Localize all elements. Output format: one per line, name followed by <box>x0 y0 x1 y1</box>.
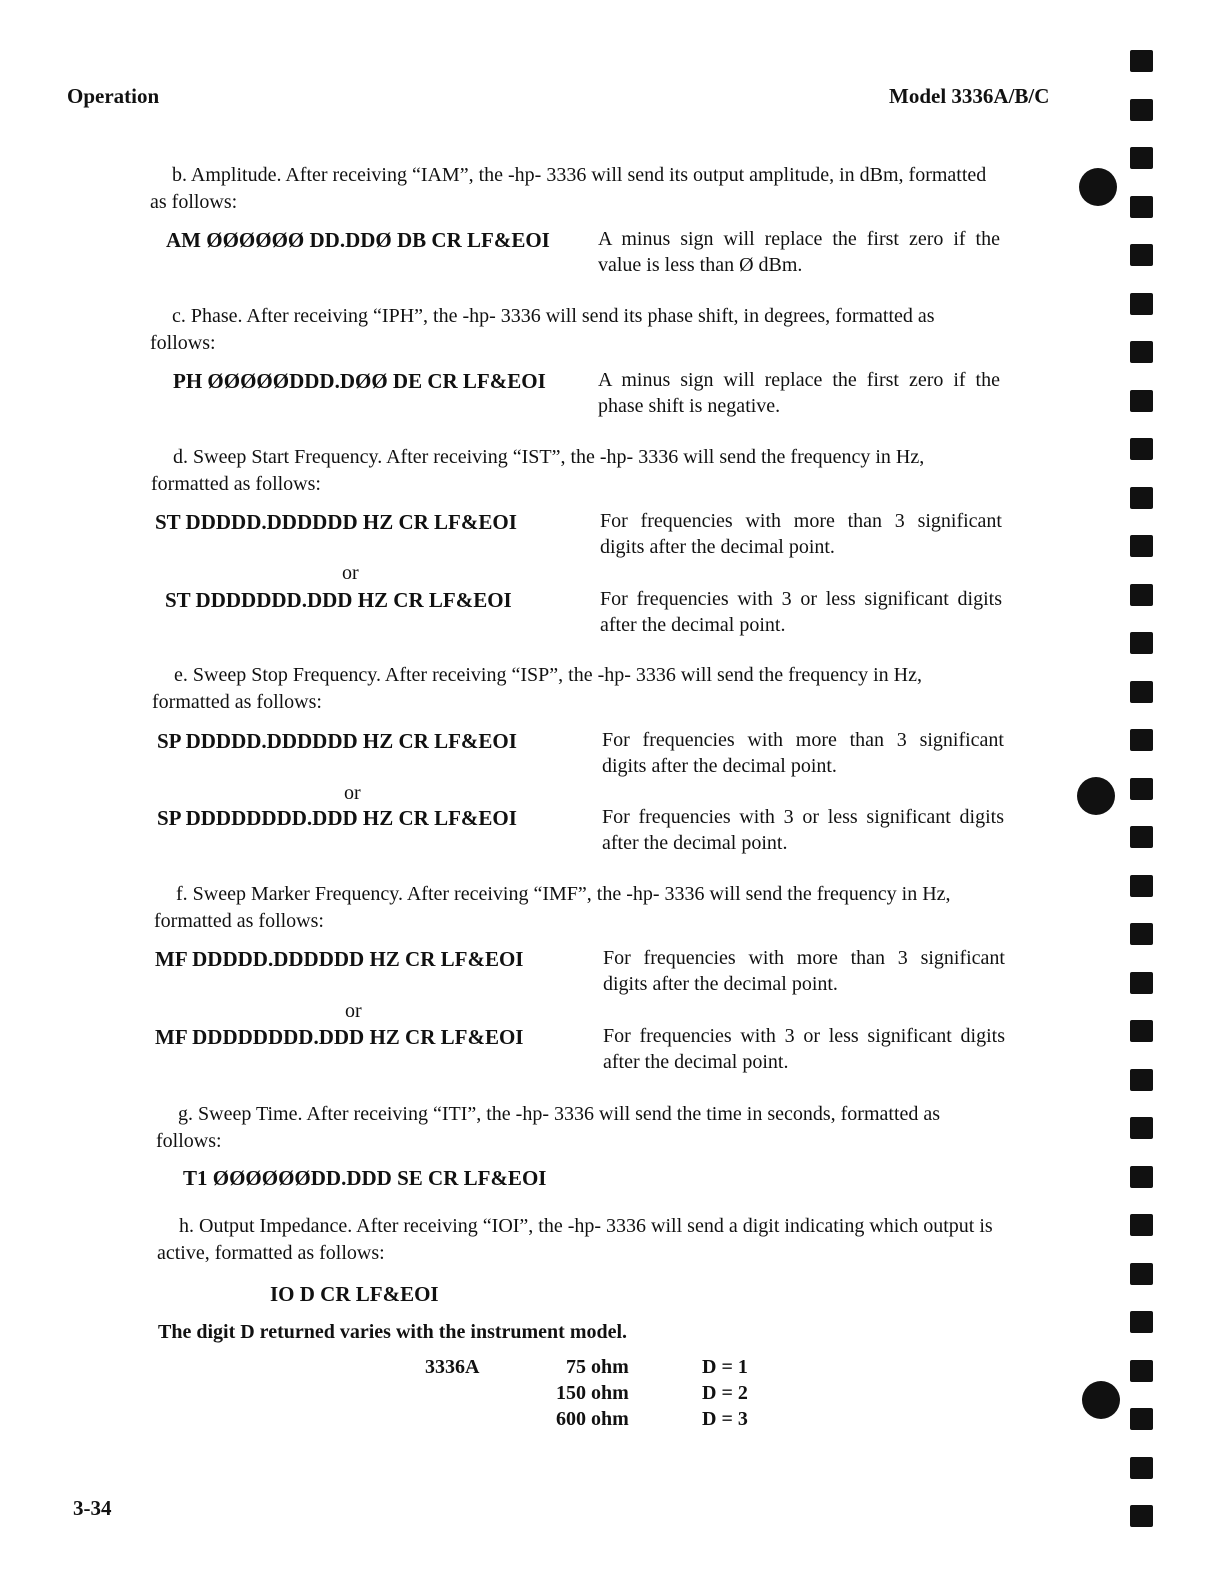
binding-square <box>1130 196 1153 218</box>
section-e-intro: e. Sweep Stop Frequency. After receiving “ISP”, the -hp- 3336 will send the frequency in Hz, formatted as follows: <box>152 664 922 713</box>
binding-square <box>1130 1408 1153 1430</box>
section-c-format: PH ØØØØØDDD.DØØ DE CR LF&EOI <box>173 369 546 393</box>
section-g-intro: g. Sweep Time. After receiving “ITI”, the -hp- 3336 will send the time in seconds, formatted as follows: <box>156 1103 941 1152</box>
binding-square <box>1130 487 1153 509</box>
section-d-or: or <box>342 562 359 584</box>
binding-square <box>1130 1069 1153 1091</box>
table-model: 3336A <box>425 1356 480 1378</box>
section-d-format-1: ST DDDDD.DDDDDD HZ CR LF&EOI <box>155 510 517 534</box>
section-e-note-1: For frequencies with more than 3 significant digits after the decimal point. <box>602 729 1004 777</box>
binding-square <box>1130 99 1153 121</box>
binding-square <box>1130 147 1153 169</box>
binding-square <box>1130 535 1153 557</box>
binding-square <box>1130 1505 1153 1527</box>
binding-square <box>1130 826 1153 848</box>
binding-hole <box>1079 168 1117 206</box>
binding-square <box>1130 1311 1153 1333</box>
binding-square <box>1130 972 1153 994</box>
section-d-note-2: For frequencies with 3 or less significant digits after the decimal point. <box>600 588 1002 636</box>
section-d-intro: d. Sweep Start Frequency. After receiving “IST”, the -hp- 3336 will send the frequency in Hz, formatted as follows: <box>151 446 925 495</box>
section-f-note-2: For frequencies with 3 or less significant digits after the decimal point. <box>603 1025 1005 1073</box>
section-g-format: T1 ØØØØØØDD.DDD SE CR LF&EOI <box>183 1166 547 1190</box>
section-e-or: or <box>344 782 361 804</box>
binding-square <box>1130 875 1153 897</box>
page-number: 3-34 <box>73 1496 112 1520</box>
table-impedance-3: 600 ohm <box>556 1408 629 1430</box>
section-f-or: or <box>345 1000 362 1022</box>
binding-square <box>1130 681 1153 703</box>
section-b-intro: b. Amplitude. After receiving “IAM”, the -hp- 3336 will send its output amplitude, in dBm, formatted as follows: <box>150 164 987 213</box>
binding-hole <box>1077 777 1115 815</box>
binding-square <box>1130 1166 1153 1188</box>
binding-square <box>1130 1457 1153 1479</box>
section-h-intro: h. Output Impedance. After receiving “IOI”, the -hp- 3336 will send a digit indicating which output is active, formatted as follows: <box>157 1215 993 1264</box>
binding-square <box>1130 1360 1153 1382</box>
table-impedance-1: 75 ohm <box>566 1356 629 1378</box>
section-f-format-2: MF DDDDDDDD.DDD HZ CR LF&EOI <box>155 1025 524 1049</box>
header-section-title: Operation <box>67 84 160 108</box>
binding-square <box>1130 438 1153 460</box>
binding-square <box>1130 293 1153 315</box>
binding-square <box>1130 584 1153 606</box>
binding-hole <box>1082 1381 1120 1419</box>
binding-square <box>1130 50 1153 72</box>
binding-square <box>1130 729 1153 751</box>
binding-square <box>1130 1020 1153 1042</box>
section-f-format-1: MF DDDDD.DDDDDD HZ CR LF&EOI <box>155 947 524 971</box>
binding-square <box>1130 390 1153 412</box>
section-e-format-2: SP DDDDDDDD.DDD HZ CR LF&EOI <box>157 806 517 830</box>
section-h-format: IO D CR LF&EOI <box>270 1282 439 1306</box>
binding-square <box>1130 341 1153 363</box>
table-digit-2: D = 2 <box>702 1382 748 1404</box>
section-b-note: A minus sign will replace the first zero if the value is less than Ø dBm. <box>598 228 1000 276</box>
section-e-format-1: SP DDDDD.DDDDDD HZ CR LF&EOI <box>157 729 517 753</box>
section-d-format-2: ST DDDDDDD.DDD HZ CR LF&EOI <box>165 588 512 612</box>
binding-square <box>1130 1117 1153 1139</box>
binding-square <box>1130 778 1153 800</box>
section-c-intro: c. Phase. After receiving “IPH”, the -hp- 3336 will send its phase shift, in degrees, formatted as follows: <box>150 305 935 354</box>
section-f-intro: f. Sweep Marker Frequency. After receiving “IMF”, the -hp- 3336 will send the frequency in Hz, formatted as follows: <box>154 883 951 932</box>
header-model: Model 3336A/B/C <box>889 84 1050 108</box>
binding-square <box>1130 1263 1153 1285</box>
section-c-note: A minus sign will replace the first zero if the phase shift is negative. <box>598 369 1000 417</box>
section-h-digit-text: The digit D returned varies with the instrument model. <box>158 1321 628 1343</box>
binding-square <box>1130 923 1153 945</box>
binding-square <box>1130 632 1153 654</box>
table-digit-3: D = 3 <box>702 1408 748 1430</box>
section-d-note-1: For frequencies with more than 3 significant digits after the decimal point. <box>600 510 1002 558</box>
section-b-format: AM ØØØØØØ DD.DDØ DB CR LF&EOI <box>166 228 550 252</box>
binding-square <box>1130 244 1153 266</box>
table-impedance-2: 150 ohm <box>556 1382 629 1404</box>
section-f-note-1: For frequencies with more than 3 significant digits after the decimal point. <box>603 947 1005 995</box>
section-e-note-2: For frequencies with 3 or less significant digits after the decimal point. <box>602 806 1004 854</box>
binding-square <box>1130 1214 1153 1236</box>
table-digit-1: D = 1 <box>702 1356 748 1378</box>
